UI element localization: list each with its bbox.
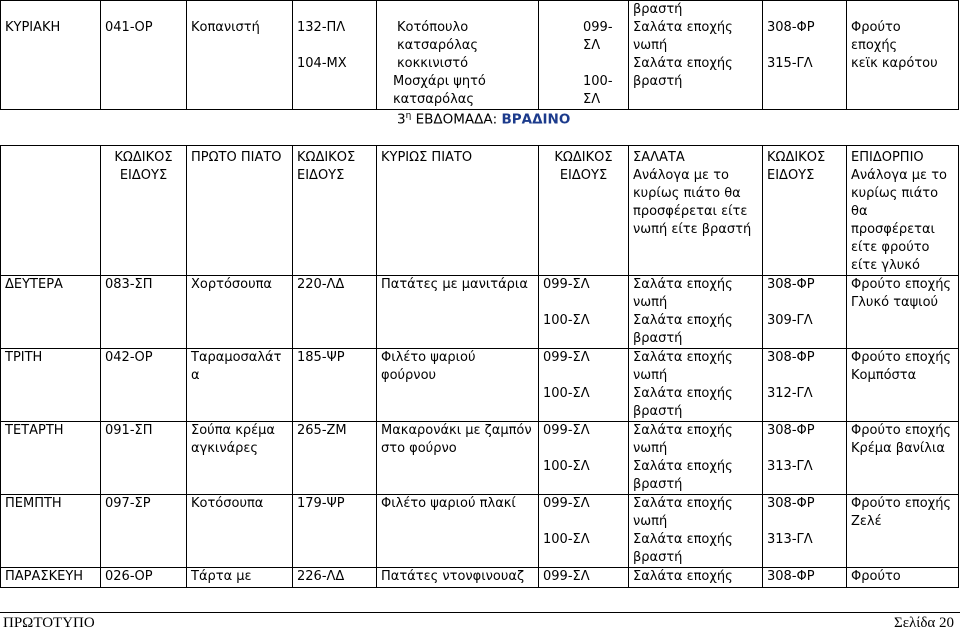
main-code-cell: 226-ΛΔ (293, 568, 377, 588)
main-dish-cell: Πατάτες με μανιτάρια (377, 276, 539, 349)
dessert-cell: Φρούτο εποχής Ζελέ (847, 495, 959, 568)
main-dish-cell: Πατάτες ντονφινουαζ (377, 568, 539, 588)
dessert-cell: Φρούτο (847, 568, 959, 588)
top-menu-table (0, 0, 959, 110)
salad-cell: Σαλάτα εποχής νωπή Σαλάτα εποχής βραστή (629, 276, 763, 349)
dessert-code-cell: 308-ΦΡ 313-ΓΛ (763, 495, 847, 568)
main-code-cell: 185-ΨΡ (293, 349, 377, 422)
main-dish-cell: Κοτόπουλο κατσαρόλας κοκκινιστό Μοσχάρι ψητό κατσαρόλας (377, 1, 539, 110)
salad-code-cell: 099-ΣΛ 100-ΣΛ (539, 276, 629, 349)
salad-cell: Σαλάτα εποχής νωπή Σαλάτα εποχής βραστή (629, 349, 763, 422)
code-header: ΚΩΔΙΚΟΣ ΕΙΔΟΥΣ (101, 146, 187, 276)
day-cell: ΤΡΙΤΗ (1, 349, 101, 422)
footer-divider (0, 612, 960, 613)
salad-cell: Σαλάτα εποχής νωπή Σαλάτα εποχής βραστή (629, 495, 763, 568)
dessert-cell: Φρούτο εποχής κεϊκ καρότου (847, 1, 959, 110)
table-row (1, 349, 959, 422)
dessert-cell: Φρούτο εποχής Κομπόστα (847, 349, 959, 422)
first-code-cell: 026-ΟΡ (101, 568, 187, 588)
table-row (1, 422, 959, 495)
salad-cell: Σαλάτα εποχής (629, 568, 763, 588)
main-dish-cell: Μακαρονάκι με ζαμπόν στο φούρνο (377, 422, 539, 495)
table-row (1, 276, 959, 349)
first-code-cell: 097-ΣΡ (101, 495, 187, 568)
salad-code-cell: 099-ΣΛ (539, 568, 629, 588)
dinner-menu-table (0, 145, 959, 588)
day-header (1, 146, 101, 276)
main-code-cell: 132-ΠΛ 104-ΜΧ (293, 1, 377, 110)
page-number: Σελίδα 20 (893, 615, 954, 631)
table-row (1, 568, 959, 588)
first-code-cell: 083-ΣΠ (101, 276, 187, 349)
dessert-code-cell: 308-ΦΡ 309-ΓΛ (763, 276, 847, 349)
salad-code-cell: 099-ΣΛ 100-ΣΛ (539, 349, 629, 422)
dessert-code-cell: 308-ΦΡ 312-ΓΛ (763, 349, 847, 422)
day-cell: ΔΕΥΤΕΡΑ (1, 276, 101, 349)
code-header: ΚΩΔΙΚΟΣ ΕΙΔΟΥΣ (763, 146, 847, 276)
salad-cell: Σαλάτα εποχής νωπή Σαλάτα εποχής βραστή (629, 422, 763, 495)
first-dish-cell: Χορτόσουπα (187, 276, 293, 349)
main-code-cell: 220-ΛΔ (293, 276, 377, 349)
table-row (1, 1, 959, 110)
table-row (1, 495, 959, 568)
first-dish-cell: Κοπανιστή (187, 1, 293, 110)
salad-header: ΣΑΛΑΤΑ Ανάλογα με το κυρίως πιάτο θα προσφέρεται είτε νωπή είτε βραστή (629, 146, 763, 276)
dinner-label: ΒΡΑΔΙΝΟ (501, 111, 571, 128)
salad-cell: βραστή Σαλάτα εποχής νωπή Σαλάτα εποχής βραστή (629, 1, 763, 110)
day-cell: ΚΥΡΙΑΚΗ (1, 1, 101, 110)
first-dish-cell: Κοτόσουπα (187, 495, 293, 568)
dessert-header: ΕΠΙΔΟΡΠΙΟ Ανάλογα με το κυρίως πιάτο θα προσφέρεται είτε φρούτο είτε γλυκό (847, 146, 959, 276)
day-cell: ΠΕΜΠΤΗ (1, 495, 101, 568)
salad-code-cell: 099-ΣΛ 100-ΣΛ (539, 495, 629, 568)
first-dish-cell: Ταραμοσαλάτ α (187, 349, 293, 422)
salad-code-cell: 099-ΣΛ 100-ΣΛ (539, 422, 629, 495)
dessert-code-cell: 308-ΦΡ 315-ΓΛ (763, 1, 847, 110)
day-cell: ΠΑΡΑΣΚΕΥΗ (1, 568, 101, 588)
main-dish-cell: Φιλέτο ψαριού φούρνου (377, 349, 539, 422)
dessert-code-cell: 308-ΦΡ (763, 568, 847, 588)
first-dish-cell: Σούπα κρέμα αγκινάρες (187, 422, 293, 495)
first-course-header: ΠΡΩΤΟ ΠΙΑΤΟ (187, 146, 293, 276)
dessert-cell: Φρούτο εποχής Γλυκό ταψιού (847, 276, 959, 349)
header-row (1, 146, 959, 276)
footer-label: ΠΡΩΤΟΤΥΠΟ (3, 615, 95, 631)
main-dish-cell: Φιλέτο ψαριού πλακί (377, 495, 539, 568)
dessert-cell: Φρούτο εποχής Κρέμα βανίλια (847, 422, 959, 495)
main-code-cell: 265-ΖΜ (293, 422, 377, 495)
week-heading: $3^\eta$ ΕΒΔΟΜΑΔΑ: ΒΡΑΔΙΝΟ (397, 111, 571, 128)
day-cell: ΤΕΤΑΡΤΗ (1, 422, 101, 495)
code-header: ΚΩΔΙΚΟΣ ΕΙΔΟΥΣ (539, 146, 629, 276)
code-header: ΚΩΔΙΚΟΣ ΕΙΔΟΥΣ (293, 146, 377, 276)
first-code-cell: 042-ΟΡ (101, 349, 187, 422)
salad-code-cell: 099-ΣΛ 100-ΣΛ (539, 1, 629, 110)
first-code-cell: 091-ΣΠ (101, 422, 187, 495)
first-code-cell: 041-ΟΡ (101, 1, 187, 110)
first-dish-cell: Τάρτα με (187, 568, 293, 588)
dessert-code-cell: 308-ΦΡ 313-ΓΛ (763, 422, 847, 495)
main-course-header: ΚΥΡΙΩΣ ΠΙΑΤΟ (377, 146, 539, 276)
main-code-cell: 179-ΨΡ (293, 495, 377, 568)
